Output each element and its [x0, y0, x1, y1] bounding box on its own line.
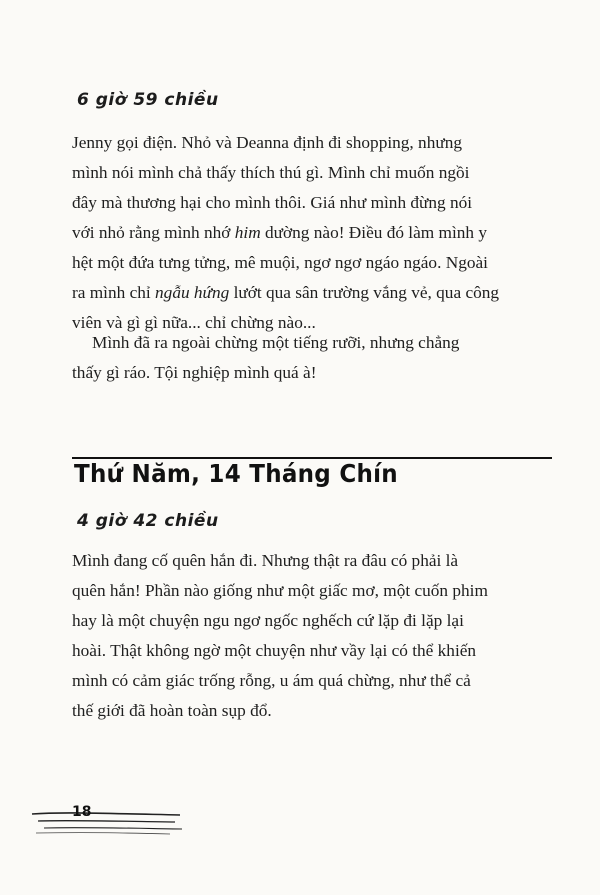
page-number: 18 [72, 804, 92, 820]
text-line: mình có cảm giác trống rỗng, u ám quá chừng, như thể cả [72, 671, 471, 690]
text-line: mình nói mình chả thấy thích thú gì. Mình chỉ muốn ngồi [72, 163, 470, 182]
text-line: Mình đã ra ngoài chừng một tiếng rưỡi, nhưng chẳng [92, 333, 460, 352]
entry-time-1: 6 giờ 59 chiều [77, 90, 219, 110]
entry-time-2: 4 giờ 42 chiều [77, 511, 219, 531]
text-line: Mình đang cố quên hắn đi. Nhưng thật ra đâu có phải là [72, 551, 459, 570]
text-line [72, 278, 552, 308]
text-line: quên hắn! Phần nào giống như một giấc mơ, một cuốn phim [72, 581, 488, 600]
text-line: hoài. Thật không ngờ một chuyện như vầy lại có thể khiến [72, 641, 477, 660]
footer-scribble-lines [30, 800, 190, 840]
text-line: Jenny gọi điện. Nhỏ và Deanna định đi shopping, nhưng [72, 133, 462, 152]
emphasis-ngau-hung: ngẫu hứng [155, 283, 230, 302]
emphasis-him: him [234, 223, 261, 242]
text-line: đây mà thương hại cho mình thôi. Giá như mình đừng nói [72, 193, 473, 212]
text-line: hệt một đứa tưng tửng, mê muội, ngơ ngơ ngáo ngáo. Ngoài [72, 253, 488, 272]
entry-paragraph-1 [72, 128, 552, 338]
text-line: thế giới đã hoàn toàn sụp đổ. [72, 701, 272, 720]
entry-paragraph-3 [72, 546, 552, 726]
entry-paragraph-2 [72, 328, 552, 388]
text-line [72, 218, 552, 248]
date-heading: Thứ Năm, 14 Tháng Chín [74, 459, 398, 488]
text-run: ra mình chỉ [72, 283, 156, 302]
text-line: hay là một chuyện ngu ngơ ngốc nghếch cứ lặp đi lặp lại [72, 611, 464, 630]
text-run: dường nào! Điều đó làm mình y [260, 223, 488, 242]
text-run: lướt qua sân trường vắng vẻ, qua công [229, 283, 500, 302]
text-run: với nhỏ rằng mình nhớ [72, 223, 235, 242]
text-line: thấy gì ráo. Tội nghiệp mình quá à! [72, 363, 317, 382]
text-line: viên và gì gì nữa... chỉ chừng nào... [72, 313, 316, 332]
